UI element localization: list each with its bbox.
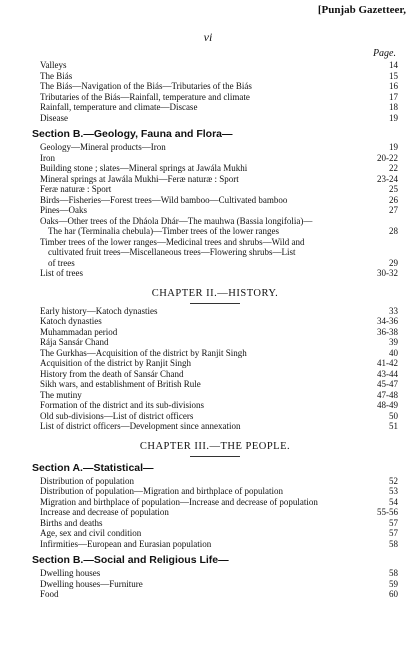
toc-entry-page: 58 [389, 538, 398, 549]
table-of-contents [32, 60, 398, 600]
toc-block-history [32, 306, 398, 432]
toc-entry-page: 57 [389, 517, 398, 528]
toc-entry-page: 29 [389, 257, 398, 268]
toc-entry-page: 43-44 [377, 368, 398, 379]
toc-entry [32, 358, 398, 369]
toc-entry [32, 379, 398, 390]
toc-entry [32, 174, 398, 185]
toc-entry [32, 306, 398, 317]
section-heading-social: Section B.—Social and Religious Life— [32, 554, 229, 566]
toc-entry [32, 237, 398, 248]
toc-entry [32, 348, 398, 359]
section-heading-statistical: Section A.—Statistical— [32, 461, 154, 474]
toc-entry-page: 36-38 [377, 326, 398, 337]
toc-entry-title: Oaks—Other trees of the Dháola Dhár—The mauhwa (Bassia longifolia)— [40, 215, 313, 226]
toc-entry [32, 195, 398, 206]
toc-entry-page: 30-32 [377, 268, 398, 278]
running-header: [Punjab Gazetteer, [317, 4, 406, 16]
toc-entry-title: Timber trees of the lower ranges—Medicinal trees and shrubs—Wild and [40, 236, 305, 247]
toc-entry-title: Katoch dynasties [40, 316, 102, 326]
toc-entry-page: 39 [389, 337, 398, 347]
toc-entry-title: The Biás [40, 70, 73, 81]
toc-entry-page: 45-47 [377, 379, 398, 389]
toc-entry-title: Sikh wars, and establishment of British Rule [40, 379, 201, 389]
toc-entry-title: Migration and birthplace of population—Increase and decrease of population [40, 496, 318, 507]
toc-entry-title: Rainfall, temperature and climate—Discase [40, 102, 198, 112]
toc-entry-page: 23-24 [377, 173, 398, 184]
toc-entry [32, 369, 398, 380]
toc-entry-title: Valleys [40, 60, 67, 70]
toc-entry-page: 51 [389, 421, 398, 431]
chapter-rule [190, 456, 240, 457]
toc-entry-title: The har (Terminalia chebula)—Timber trees of the lower ranges [48, 226, 279, 236]
toc-entry-page: 60 [389, 589, 398, 599]
toc-entry [32, 247, 398, 258]
toc-entry-page: 40 [389, 347, 398, 358]
toc-entry-page: 58 [389, 568, 398, 578]
toc-entry-title: The Gurkhas—Acquisition of the district by Ranjit Singh [40, 347, 247, 358]
toc-entry [32, 71, 398, 82]
toc-entry [32, 421, 398, 432]
toc-entry [32, 497, 398, 508]
toc-entry-title: of trees [48, 257, 75, 268]
toc-entry-page: 28 [389, 226, 398, 236]
toc-entry [32, 486, 398, 497]
toc-entry-title: Early history—Katoch dynasties [40, 305, 158, 316]
page-folio: vi [203, 30, 213, 44]
toc-block-geology [32, 142, 398, 279]
toc-entry-page: 53 [389, 486, 398, 496]
toc-entry [32, 268, 398, 279]
toc-entry-title: Infirmities—European and Eurasian population [40, 538, 212, 549]
toc-entry-page: 50 [389, 410, 398, 421]
toc-entry [32, 337, 398, 348]
toc-entry [32, 153, 398, 164]
toc-entry [32, 400, 398, 411]
toc-block-geography [32, 60, 398, 123]
toc-entry-title: Distribution of population—Migration and birthplace of population [40, 486, 283, 496]
toc-entry [32, 113, 398, 124]
toc-entry-title: Births and deaths [40, 517, 103, 528]
toc-entry-title: List of district officers—Development since annexation [40, 421, 241, 431]
toc-entry-page: 20-22 [377, 152, 398, 163]
toc-block-statistical [32, 476, 398, 550]
chapter-heading-people: CHAPTER III.—THE PEOPLE. [139, 440, 291, 452]
toc-entry-title: The mutiny [40, 389, 82, 400]
toc-entry-page: 15 [389, 70, 398, 81]
toc-entry [32, 476, 398, 487]
toc-entry-title: Pines—Oaks [40, 205, 87, 215]
toc-entry [32, 579, 398, 590]
toc-entry-page: 17 [389, 91, 398, 102]
toc-entry [32, 258, 398, 269]
toc-entry [32, 507, 398, 518]
toc-entry-title: Dwelling houses—Furniture [40, 578, 143, 589]
toc-entry-title: Tributaries of the Biás—Rainfall, temperature and climate [40, 91, 250, 102]
toc-entry-title: The Biás—Navigation of the Biás—Tributaries of the Biás [40, 81, 252, 91]
toc-entry-title: Age, sex and civil condition [40, 528, 142, 538]
toc-entry-title: Iron [40, 152, 55, 163]
section-heading-geology: Section B.—Geology, Fauna and Flora— [32, 128, 233, 140]
toc-entry-title: Increase and decrease of population [40, 507, 169, 517]
toc-entry-title: Rája Sansár Chand [40, 337, 109, 347]
toc-entry-title: Feræ naturæ : Sport [40, 184, 112, 194]
toc-entry-title: cultivated fruit trees—Miscellaneous trees—Flowering shrubs—List [48, 247, 296, 257]
toc-entry-title: Disease [40, 112, 68, 123]
toc-entry-page: 16 [389, 81, 398, 91]
toc-entry [32, 589, 398, 600]
toc-entry-title: Distribution of population [40, 475, 134, 486]
toc-entry-page: 34-36 [377, 316, 398, 326]
toc-entry-page: 52 [389, 475, 398, 486]
toc-entry-page: 48-49 [377, 400, 398, 410]
toc-entry-title: Muhammadan period [40, 326, 118, 337]
toc-entry [32, 216, 398, 227]
toc-entry-page: 18 [389, 102, 398, 112]
toc-entry-title: Dwelling houses [40, 568, 101, 578]
toc-entry-page: 19 [389, 112, 398, 123]
toc-entry [32, 184, 398, 195]
toc-entry-page: 41-42 [377, 358, 398, 368]
toc-entry-page: 22 [389, 163, 398, 173]
toc-entry-page: 25 [389, 184, 398, 194]
toc-entry [32, 411, 398, 422]
toc-entry-page: 26 [389, 194, 398, 205]
toc-entry-title: Food [40, 589, 59, 599]
toc-entry-page: 54 [389, 496, 398, 507]
toc-entry-title: Formation of the district and its sub-divisions [40, 400, 204, 410]
toc-entry-title: History from the death of Sansár Chand [40, 368, 184, 379]
toc-entry-page: 47-48 [377, 389, 398, 400]
toc-entry-page: 59 [389, 578, 398, 589]
toc-entry-title: Geology—Mineral products—Iron [40, 142, 166, 152]
toc-entry-page: 19 [389, 142, 398, 152]
toc-entry-page: 27 [389, 205, 398, 215]
toc-entry [32, 327, 398, 338]
toc-entry-page: 55-56 [377, 507, 398, 517]
toc-entry [32, 60, 398, 71]
toc-block-social [32, 568, 398, 600]
toc-entry-page: 57 [389, 528, 398, 538]
toc-entry [32, 205, 398, 216]
toc-entry [32, 518, 398, 529]
toc-entry-title: Old sub-divisions—List of district officers [40, 410, 194, 421]
toc-entry [32, 226, 398, 237]
toc-entry-title: List of trees [40, 268, 83, 278]
chapter-rule [190, 303, 240, 304]
toc-entry [32, 568, 398, 579]
toc-entry [32, 163, 398, 174]
toc-entry-page: 33 [389, 305, 398, 316]
toc-entry-title: Acquisition of the district by Ranjit Singh [40, 358, 191, 368]
chapter-heading-history: CHAPTER II.—HISTORY. [151, 287, 279, 299]
toc-entry-title: Birds—Fisheries—Forest trees—Wild bamboo—Cultivated bamboo [40, 194, 288, 205]
toc-entry-title: Mineral springs at Jawála Mukhi—Feræ naturæ : Sport [40, 173, 239, 184]
toc-entry [32, 81, 398, 92]
toc-entry-title: Building stone ; slates—Mineral springs at Jawála Mukhi [40, 163, 248, 173]
toc-entry [32, 92, 398, 103]
toc-entry [32, 528, 398, 539]
toc-entry [32, 390, 398, 401]
toc-entry [32, 102, 398, 113]
toc-entry-page: 14 [389, 60, 398, 70]
toc-entry [32, 142, 398, 153]
toc-entry [32, 539, 398, 550]
toc-entry [32, 316, 398, 327]
page-column-label: Page. [372, 48, 396, 59]
